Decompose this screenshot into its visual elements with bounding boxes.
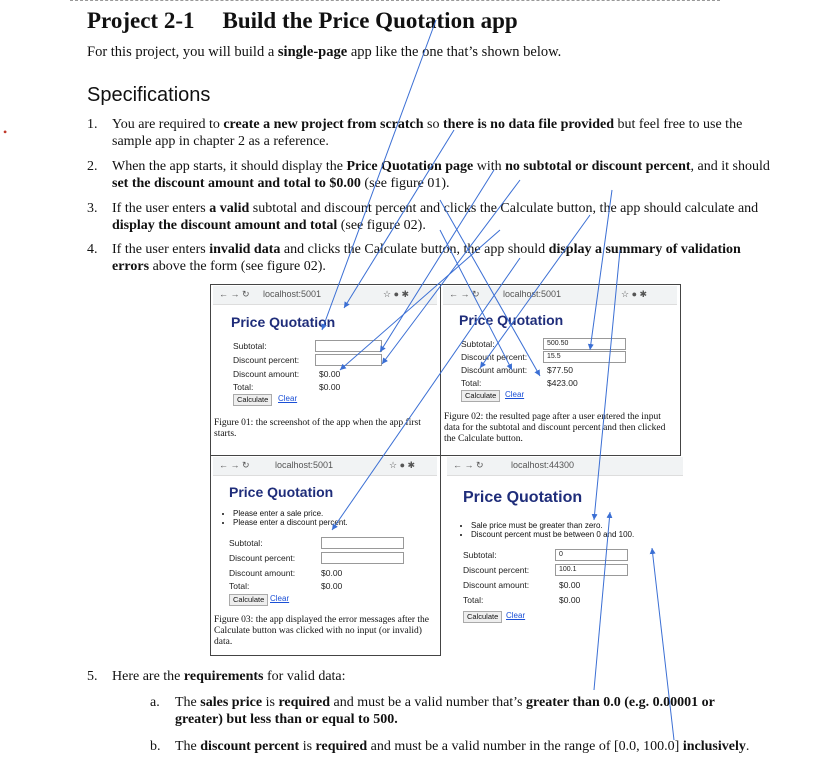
arrow (344, 130, 454, 308)
total-label: Total: (233, 382, 254, 392)
subtotal-input[interactable]: 0 (555, 549, 628, 561)
browser-icons: ☆ ● ✱ (621, 289, 648, 299)
discount-amount-value: $0.00 (559, 580, 581, 590)
discount-percent-label: Discount percent: (463, 565, 530, 575)
total-value: $0.00 (559, 595, 581, 605)
discount-percent-label: Discount percent: (233, 355, 300, 365)
discount-amount-value: $77.50 (547, 365, 573, 375)
discount-percent-input[interactable]: 15.5 (543, 351, 626, 363)
url-text[interactable]: localhost:5001 (263, 289, 322, 299)
nav-arrows-icon: ← → ↻ (453, 460, 484, 470)
discount-percent-label: Discount percent: (229, 553, 296, 563)
total-value: $423.00 (547, 378, 578, 388)
total-label: Total: (461, 378, 482, 388)
error-item: • Discount percent must be between 0 and 100. (471, 530, 634, 539)
discount-amount-label: Discount amount: (233, 369, 300, 379)
discount-amount-label: Discount amount: (461, 365, 528, 375)
arrow (652, 548, 674, 740)
browser-icons: ☆ ● ✱ (383, 289, 410, 299)
discount-percent-label: Discount percent: (461, 352, 528, 362)
calculate-button[interactable]: Calculate (229, 594, 268, 606)
total-label: Total: (463, 595, 484, 605)
app-heading: Price Quotation (463, 489, 583, 506)
error-item: • Please enter a discount percent. (233, 518, 348, 527)
url-text[interactable]: localhost:5001 (503, 289, 562, 299)
calculate-button[interactable]: Calculate (461, 390, 500, 402)
nav-arrows-icon: ← → ↻ (449, 289, 480, 299)
project-number: Project 2-1 (87, 8, 195, 33)
app-heading: Price Quotation (459, 312, 564, 328)
nav-arrows-icon: ← → ↻ (219, 460, 250, 470)
intro-text: For this project, you will build a single-page app like the one that’s shown below. (87, 44, 562, 60)
clear-link[interactable]: Clear (506, 611, 526, 620)
nav-arrows-icon: ← → ↻ (219, 289, 250, 299)
figure-02-caption: Figure 02: the resulted page after a user entered the input data for the subtotal and discount percent and then clicked the Calculate button. (444, 412, 666, 444)
figure-01-caption: Figure 01: the screenshot of the app when the app first starts. (214, 418, 421, 439)
discount-amount-value: $0.00 (319, 369, 341, 379)
arrow (332, 258, 520, 530)
project-title: Build the Price Quotation app (222, 8, 518, 33)
clear-link[interactable]: Clear (270, 594, 290, 603)
discount-percent-input[interactable]: 100.1 (555, 564, 628, 576)
discount-amount-label: Discount amount: (229, 568, 296, 578)
browser-icons: ☆ ● ✱ (389, 460, 416, 470)
calculate-button[interactable]: Calculate (233, 394, 272, 406)
app-heading: Price Quotation (231, 314, 336, 330)
subtotal-label: Subtotal: (229, 538, 263, 548)
subtotal-label: Subtotal: (233, 341, 267, 351)
url-text[interactable]: localhost:44300 (511, 460, 575, 470)
clear-link[interactable]: Clear (505, 390, 525, 399)
arrow (382, 180, 520, 364)
subtotal-input[interactable]: 500.50 (543, 338, 626, 350)
arrow (380, 170, 494, 352)
margin-dot: • (3, 125, 8, 139)
total-value: $0.00 (319, 382, 341, 392)
arrow (440, 200, 540, 376)
total-label: Total: (229, 581, 250, 591)
total-value: $0.00 (321, 581, 343, 591)
arrow (590, 190, 612, 350)
app-heading: Price Quotation (229, 484, 334, 500)
arrow (594, 512, 610, 690)
arrow (322, 20, 436, 330)
specifications-heading: Specifications (87, 84, 211, 106)
clear-link[interactable]: Clear (278, 394, 298, 403)
calculate-button[interactable]: Calculate (463, 611, 502, 623)
figure-03-caption: Figure 03: the app displayed the error messages after the Calculate button was clicked with no input (or invalid) data. (214, 615, 429, 647)
error-item: • Sale price must be greater than zero. (471, 521, 634, 530)
discount-amount-value: $0.00 (321, 568, 343, 578)
discount-amount-label: Discount amount: (463, 580, 530, 590)
error-item: • Please enter a sale price. (233, 509, 348, 518)
subtotal-label: Subtotal: (463, 550, 497, 560)
subtotal-label: Subtotal: (461, 339, 495, 349)
url-text[interactable]: localhost:5001 (275, 460, 334, 470)
